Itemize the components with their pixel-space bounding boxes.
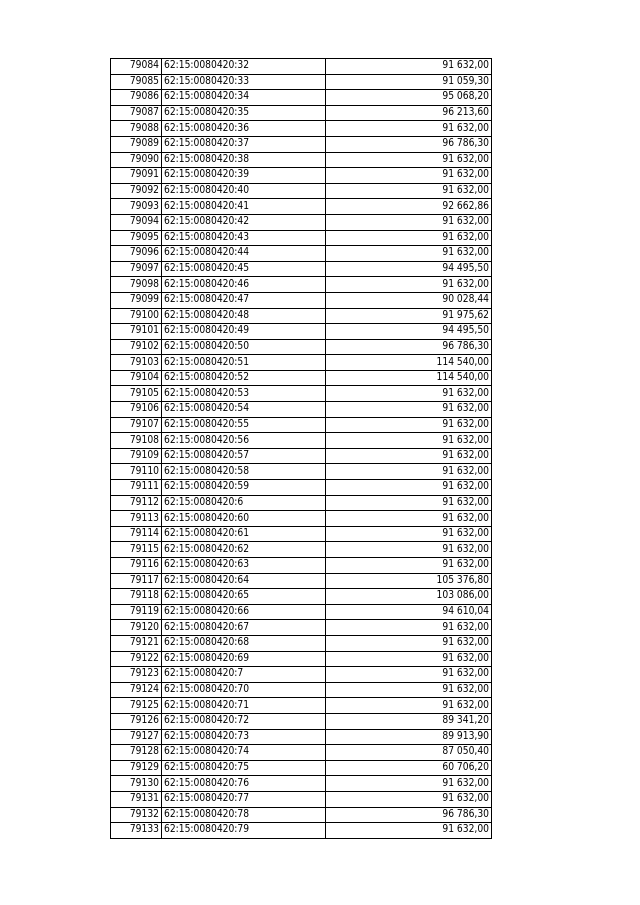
cadastral-number-cell: 62:15:0080420:54 [162,402,326,418]
cadastral-number-cell: 62:15:0080420:77 [162,791,326,807]
table-row [111,199,492,215]
table-row [111,136,492,152]
cadastral-number-cell: 62:15:0080420:7 [162,667,326,683]
cadastral-number-cell: 62:15:0080420:79 [162,823,326,839]
table-row [111,121,492,137]
table-row [111,277,492,293]
table-row [111,402,492,418]
table-row [111,448,492,464]
row-id-cell: 79104 [111,370,162,386]
cadastral-number-cell: 62:15:0080420:74 [162,745,326,761]
cadastral-number-cell: 62:15:0080420:35 [162,105,326,121]
row-id-cell: 79099 [111,292,162,308]
cadastral-value-cell: 91 632,00 [326,402,492,418]
table-row [111,355,492,371]
row-id-cell: 79107 [111,417,162,433]
table-row [111,433,492,449]
cadastral-value-cell: 94 495,50 [326,261,492,277]
row-id-cell: 79092 [111,183,162,199]
cadastral-number-cell: 62:15:0080420:70 [162,682,326,698]
table-row [111,230,492,246]
table-row [111,417,492,433]
cadastral-value-cell: 91 632,00 [326,417,492,433]
cadastral-value-cell: 91 632,00 [326,620,492,636]
table-row [111,90,492,106]
row-id-cell: 79086 [111,90,162,106]
cadastral-number-cell: 62:15:0080420:33 [162,74,326,90]
row-id-cell: 79116 [111,558,162,574]
cadastral-value-cell: 114 540,00 [326,355,492,371]
row-id-cell: 79097 [111,261,162,277]
cadastral-number-cell: 62:15:0080420:61 [162,526,326,542]
cadastral-value-cell: 105 376,80 [326,573,492,589]
table-row [111,823,492,839]
table-row [111,651,492,667]
cadastral-value-cell: 91 632,00 [326,433,492,449]
row-id-cell: 79084 [111,59,162,75]
cadastral-value-cell: 91 632,00 [326,277,492,293]
row-id-cell: 79119 [111,604,162,620]
row-id-cell: 79127 [111,729,162,745]
table-row [111,339,492,355]
cadastral-value-cell: 94 495,50 [326,324,492,340]
cadastral-number-cell: 62:15:0080420:49 [162,324,326,340]
table-row [111,526,492,542]
table-row [111,183,492,199]
table-row [111,246,492,262]
table-row [111,511,492,527]
cadastral-number-cell: 62:15:0080420:36 [162,121,326,137]
cadastral-number-cell: 62:15:0080420:44 [162,246,326,262]
cadastral-value-cell: 91 632,00 [326,246,492,262]
cadastral-value-cell: 95 068,20 [326,90,492,106]
cadastral-value-cell: 91 632,00 [326,823,492,839]
cadastral-number-cell: 62:15:0080420:57 [162,448,326,464]
cadastral-value-cell: 91 632,00 [326,183,492,199]
table-row [111,604,492,620]
table-row [111,105,492,121]
table-row [111,698,492,714]
row-id-cell: 79133 [111,823,162,839]
cadastral-value-cell: 91 632,00 [326,495,492,511]
cadastral-value-cell: 96 786,30 [326,339,492,355]
cadastral-number-cell: 62:15:0080420:72 [162,713,326,729]
table-row [111,214,492,230]
cadastral-value-cell: 91 632,00 [326,651,492,667]
cadastral-value-cell: 91 632,00 [326,121,492,137]
row-id-cell: 79091 [111,168,162,184]
table-row [111,495,492,511]
row-id-cell: 79121 [111,635,162,651]
cadastral-value-cell: 91 632,00 [326,698,492,714]
cadastral-number-cell: 62:15:0080420:69 [162,651,326,667]
cadastral-number-cell: 62:15:0080420:46 [162,277,326,293]
row-id-cell: 79095 [111,230,162,246]
cadastral-number-cell: 62:15:0080420:64 [162,573,326,589]
table-row [111,152,492,168]
cadastral-value-cell: 96 213,60 [326,105,492,121]
row-id-cell: 79128 [111,745,162,761]
row-id-cell: 79106 [111,402,162,418]
table-row [111,74,492,90]
cadastral-value-cell: 91 632,00 [326,386,492,402]
cadastral-value-cell: 91 632,00 [326,558,492,574]
cadastral-number-cell: 62:15:0080420:43 [162,230,326,246]
row-id-cell: 79101 [111,324,162,340]
cadastral-number-cell: 62:15:0080420:55 [162,417,326,433]
table-row [111,480,492,496]
row-id-cell: 79117 [111,573,162,589]
cadastral-value-cell: 87 050,40 [326,745,492,761]
row-id-cell: 79089 [111,136,162,152]
row-id-cell: 79088 [111,121,162,137]
cadastral-number-cell: 62:15:0080420:63 [162,558,326,574]
cadastral-value-cell: 89 913,90 [326,729,492,745]
cadastral-number-cell: 62:15:0080420:39 [162,168,326,184]
table-row [111,760,492,776]
cadastral-value-cell: 91 632,00 [326,635,492,651]
row-id-cell: 79113 [111,511,162,527]
table-row [111,713,492,729]
cadastral-number-cell: 62:15:0080420:45 [162,261,326,277]
cadastral-number-cell: 62:15:0080420:58 [162,464,326,480]
cadastral-number-cell: 62:15:0080420:56 [162,433,326,449]
table-row [111,745,492,761]
table-row [111,464,492,480]
row-id-cell: 79100 [111,308,162,324]
table-row [111,542,492,558]
cadastral-number-cell: 62:15:0080420:50 [162,339,326,355]
row-id-cell: 79115 [111,542,162,558]
row-id-cell: 79130 [111,776,162,792]
row-id-cell: 79110 [111,464,162,480]
cadastral-value-cell: 96 786,30 [326,807,492,823]
cadastral-number-cell: 62:15:0080420:41 [162,199,326,215]
cadastral-value-cell: 91 632,00 [326,791,492,807]
cadastral-number-cell: 62:15:0080420:73 [162,729,326,745]
row-id-cell: 79109 [111,448,162,464]
table-row [111,682,492,698]
cadastral-value-table [110,58,492,839]
cadastral-value-cell: 91 632,00 [326,152,492,168]
cadastral-value-cell: 91 632,00 [326,542,492,558]
cadastral-number-cell: 62:15:0080420:71 [162,698,326,714]
table-row [111,168,492,184]
row-id-cell: 79085 [111,74,162,90]
cadastral-number-cell: 62:15:0080420:48 [162,308,326,324]
row-id-cell: 79114 [111,526,162,542]
row-id-cell: 79118 [111,589,162,605]
cadastral-number-cell: 62:15:0080420:51 [162,355,326,371]
row-id-cell: 79103 [111,355,162,371]
cadastral-value-cell: 91 632,00 [326,214,492,230]
cadastral-number-cell: 62:15:0080420:6 [162,495,326,511]
row-id-cell: 79096 [111,246,162,262]
cadastral-value-cell: 91 632,00 [326,168,492,184]
cadastral-value-cell: 90 028,44 [326,292,492,308]
row-id-cell: 79125 [111,698,162,714]
cadastral-value-cell: 91 059,30 [326,74,492,90]
row-id-cell: 79123 [111,667,162,683]
cadastral-number-cell: 62:15:0080420:65 [162,589,326,605]
table-row [111,573,492,589]
row-id-cell: 79126 [111,713,162,729]
table-row [111,386,492,402]
table-row [111,667,492,683]
table-row [111,589,492,605]
table-row [111,791,492,807]
cadastral-value-cell: 91 632,00 [326,464,492,480]
row-id-cell: 79112 [111,495,162,511]
cadastral-number-cell: 62:15:0080420:66 [162,604,326,620]
cadastral-number-cell: 62:15:0080420:42 [162,214,326,230]
cadastral-number-cell: 62:15:0080420:53 [162,386,326,402]
cadastral-value-cell: 91 975,62 [326,308,492,324]
cadastral-value-cell: 91 632,00 [326,448,492,464]
row-id-cell: 79093 [111,199,162,215]
row-id-cell: 79102 [111,339,162,355]
row-id-cell: 79124 [111,682,162,698]
cadastral-value-cell: 91 632,00 [326,59,492,75]
row-id-cell: 79111 [111,480,162,496]
row-id-cell: 79090 [111,152,162,168]
cadastral-value-cell: 92 662,86 [326,199,492,215]
cadastral-number-cell: 62:15:0080420:37 [162,136,326,152]
cadastral-number-cell: 62:15:0080420:60 [162,511,326,527]
table-row [111,635,492,651]
cadastral-number-cell: 62:15:0080420:34 [162,90,326,106]
cadastral-value-cell: 60 706,20 [326,760,492,776]
cadastral-value-cell: 91 632,00 [326,511,492,527]
cadastral-value-cell: 91 632,00 [326,526,492,542]
cadastral-number-cell: 62:15:0080420:52 [162,370,326,386]
row-id-cell: 79120 [111,620,162,636]
cadastral-number-cell: 62:15:0080420:59 [162,480,326,496]
cadastral-number-cell: 62:15:0080420:67 [162,620,326,636]
table-row [111,776,492,792]
table-row [111,308,492,324]
row-id-cell: 79132 [111,807,162,823]
table-row [111,261,492,277]
cadastral-value-cell: 89 341,20 [326,713,492,729]
cadastral-value-cell: 91 632,00 [326,776,492,792]
row-id-cell: 79131 [111,791,162,807]
row-id-cell: 79108 [111,433,162,449]
cadastral-number-cell: 62:15:0080420:62 [162,542,326,558]
cadastral-value-cell: 91 632,00 [326,682,492,698]
row-id-cell: 79129 [111,760,162,776]
row-id-cell: 79105 [111,386,162,402]
cadastral-value-cell: 94 610,04 [326,604,492,620]
table-row [111,620,492,636]
table-row [111,292,492,308]
cadastral-number-cell: 62:15:0080420:75 [162,760,326,776]
row-id-cell: 79122 [111,651,162,667]
cadastral-number-cell: 62:15:0080420:40 [162,183,326,199]
cadastral-value-cell: 114 540,00 [326,370,492,386]
row-id-cell: 79087 [111,105,162,121]
table-row [111,370,492,386]
table-row [111,59,492,75]
cadastral-number-cell: 62:15:0080420:47 [162,292,326,308]
table-body [111,59,492,839]
cadastral-value-cell: 91 632,00 [326,667,492,683]
row-id-cell: 79098 [111,277,162,293]
table-row [111,324,492,340]
cadastral-number-cell: 62:15:0080420:38 [162,152,326,168]
table-row [111,558,492,574]
cadastral-number-cell: 62:15:0080420:68 [162,635,326,651]
row-id-cell: 79094 [111,214,162,230]
cadastral-value-cell: 103 086,00 [326,589,492,605]
cadastral-number-cell: 62:15:0080420:76 [162,776,326,792]
cadastral-number-cell: 62:15:0080420:32 [162,59,326,75]
cadastral-value-cell: 96 786,30 [326,136,492,152]
table-row [111,729,492,745]
table-row [111,807,492,823]
cadastral-number-cell: 62:15:0080420:78 [162,807,326,823]
cadastral-value-cell: 91 632,00 [326,480,492,496]
cadastral-value-cell: 91 632,00 [326,230,492,246]
